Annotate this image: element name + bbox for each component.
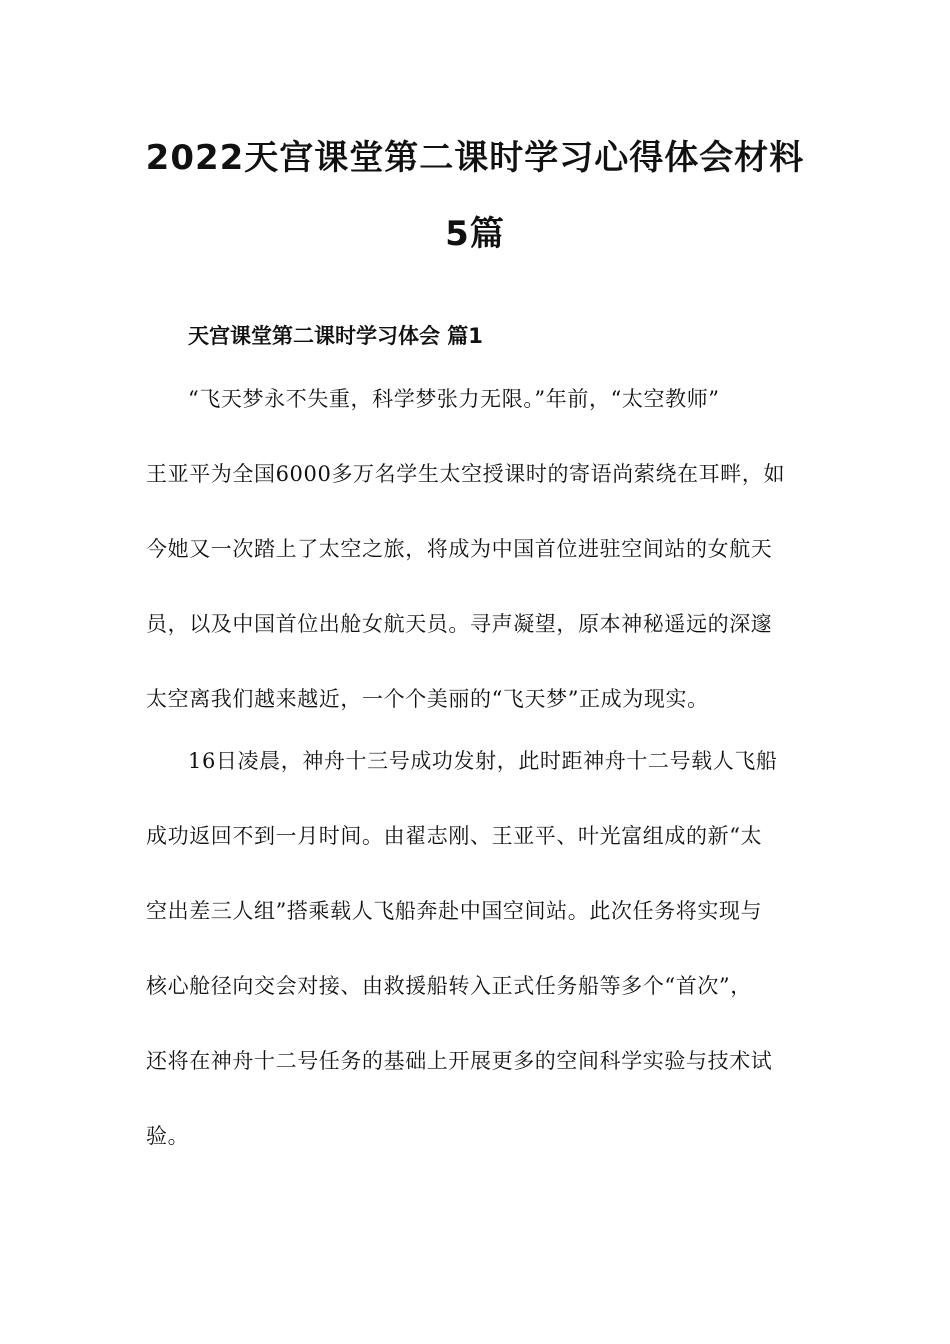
document-title-line-1: 2022天宫课堂第二课时学习心得体会材料 — [145, 138, 805, 178]
document-title-line-2: 5篇 — [445, 214, 505, 254]
section-heading: 天宫课堂第二课时学习体会 篇1 — [188, 324, 483, 348]
paragraph-line: 成功返回不到一月时间。由翟志刚、王亚平、叶光富组成的新“太 — [146, 824, 763, 848]
paragraph-line: 太空离我们越来越近，一个个美丽的“飞天梦”正成为现实。 — [146, 687, 709, 711]
paragraph-line: 王亚平为全国6000多万名学生太空授课时的寄语尚萦绕在耳畔，如 — [146, 462, 786, 486]
paragraph-line: “飞天梦永不失重，科学梦张力无限。”年前，“太空教师” — [188, 387, 720, 411]
paragraph-line: 验。 — [146, 1124, 190, 1148]
paragraph-line: 还将在神舟十二号任务的基础上开展更多的空间科学实验与技术试 — [146, 1049, 773, 1073]
paragraph-line: 空出差三人组”搭乘载人飞船奔赴中国空间站。此次任务将实现与 — [146, 899, 763, 923]
paragraph-line: 16日凌晨，神舟十三号成功发射，此时距神舟十二号载人飞船 — [188, 749, 778, 773]
paragraph-line: 今她又一次踏上了太空之旅，将成为中国首位进驻空间站的女航天 — [146, 537, 773, 561]
paragraph-line: 员，以及中国首位出舱女航天员。寻声凝望，原本神秘遥远的深邃 — [146, 612, 773, 636]
paragraph-line: 核心舱径向交会对接、由救援船转入正式任务船等多个“首次”， — [146, 974, 752, 998]
